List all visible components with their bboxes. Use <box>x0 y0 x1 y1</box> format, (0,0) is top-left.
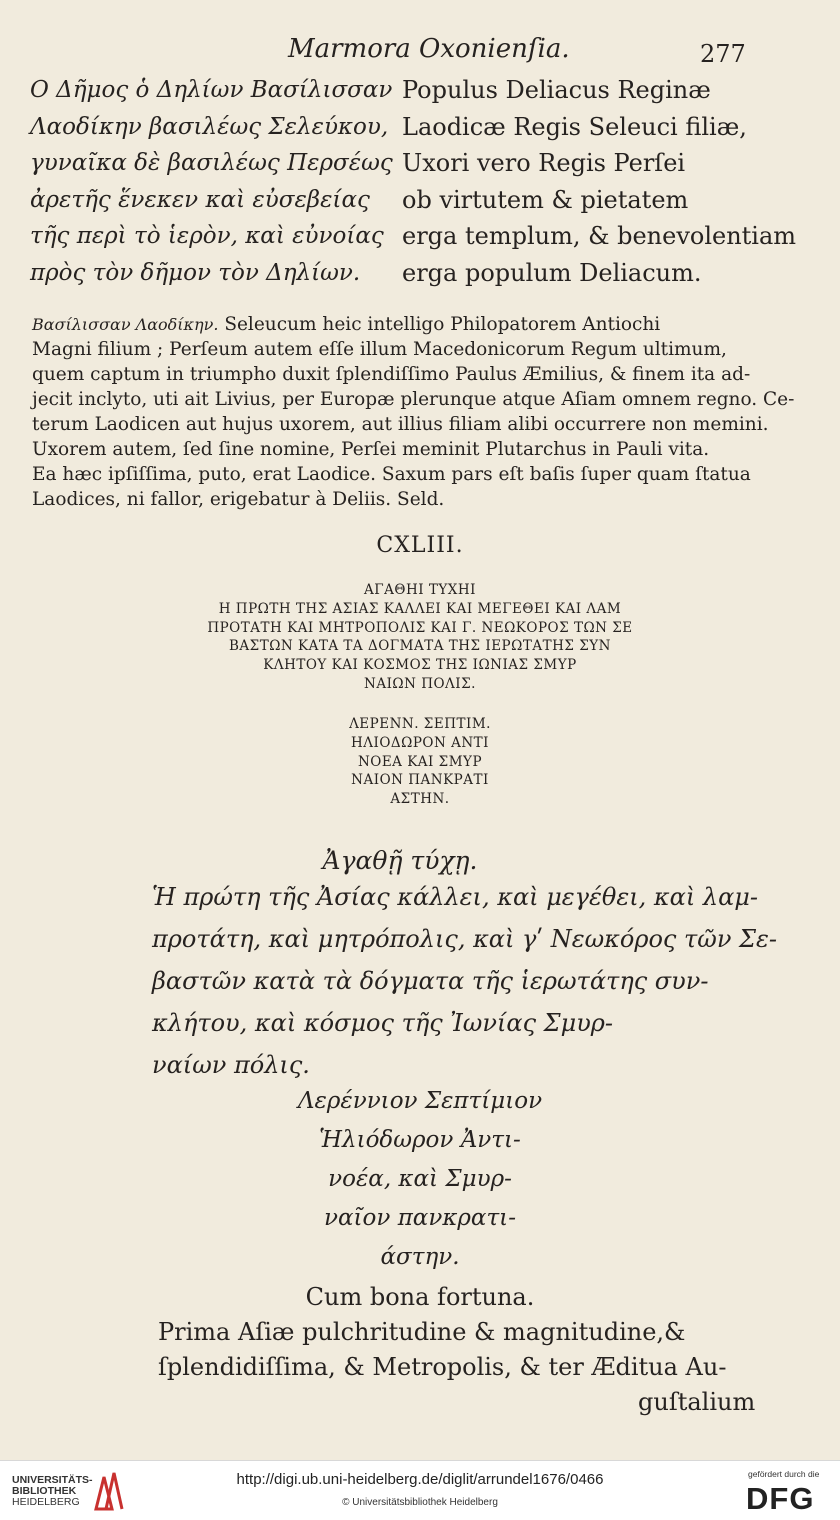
caps-line: Η ΠΡΩΤΗ ΤΗΣ ΑΣΙΑΣ ΚΑΛΛΕΙ ΚΑΙ ΜΕΓΕΘΕΙ ΚΑΙ ΛΑΜ <box>218 600 622 617</box>
greek-line: ἀρετῆς ἕνεκεν καὶ εὐσεβείας <box>30 186 370 213</box>
greek-line: Ο Δῆμος ὁ Δηλίων Βασίλισσαν <box>30 77 393 103</box>
caps-line: ΝΑΙΩΝ ΠΟΛΙΣ. <box>364 675 476 692</box>
latin-bottom-line: guſtalium <box>638 1388 756 1416</box>
caps-line: ΒΑΣΤΩΝ ΚΑΤΑ ΤΑ ΔΟΓΜΑΤΑ ΤΗΣ ΙΕΡΩΤΑΤΗΣ ΣΥΝ <box>229 638 611 655</box>
greek-line: πρὸς τὸν δῆμον τὸν Δηλίων. <box>30 259 361 286</box>
page-number: 277 <box>700 40 746 68</box>
caps-line: ΑΣΤΗΝ. <box>390 791 450 808</box>
caps-line: ΠΡΟΤΑΤΗ ΚΑΙ ΜΗΤΡΟΠΟΛΙΣ ΚΑΙ Γ. ΝΕΩΚΟΡΟΣ ΤΩΝ ΣΕ <box>207 619 633 636</box>
running-header: Marmora Oxonienſia. <box>288 34 570 64</box>
names-line: ναῖον πανκρατι- <box>324 1205 516 1231</box>
dfg-logo: DFG <box>746 1481 815 1516</box>
section-number: CXLIII. <box>376 533 464 558</box>
names-line: άστην. <box>380 1244 460 1270</box>
transliteration-text <box>152 876 777 1086</box>
names-line: Ἡλιόδωρον Ἀντι- <box>319 1127 521 1153</box>
transliteration-line: προτάτη, καὶ μητρόπολις, καὶ γʹ Νεωκόρος τῶν Σε- <box>152 925 777 953</box>
names-transliteration <box>0 1082 840 1277</box>
commentary <box>32 312 816 512</box>
inscription-capitals <box>0 581 840 694</box>
caps-line: ΝΑΙΟΝ ΠΑΝΚΡΑΤΙ <box>351 772 489 789</box>
commentary-line: jecit inclyto, uti ait Livius, per Europæ plerunque atque Aſiam omnem regno. Ce- <box>32 389 795 410</box>
commentary-first-line: Seleucum heic intelligo Philopatorem Antiochi <box>224 314 661 335</box>
transliteration-title: Ἀγαθῇ τύχῃ. <box>322 846 478 875</box>
latin-line: ob virtutem & pietatem <box>402 185 689 214</box>
caps-line: ΑΓΑΘΗΙ ΤΥΧΗΙ <box>364 582 476 598</box>
caps-line: ΗΛΙΟΔΩΡΟΝ ΑΝΤΙ <box>350 734 490 751</box>
transliteration-line: βαστῶν κατὰ τὰ δόγματα τῆς ἱερωτάτης συν- <box>152 967 709 995</box>
copyright-notice: © Universitätsbibliothek Heidelberg <box>342 1497 498 1508</box>
commentary-lead: Βασίλισσαν Λαοδίκην. <box>32 315 219 334</box>
latin-translation <box>402 72 822 291</box>
latin-bottom-line: ſplendidiſſima, & Metropolis, & ter Æditua Au- <box>158 1353 727 1381</box>
commentary-line: quem captum in triumpho duxit ſplendiſſimo Paulus Æmilius, & finem ita ad- <box>32 364 751 385</box>
commentary-line: Uxorem autem, ſed ſine nomine, Perſei meminit Plutarchus in Pauli vita. <box>32 439 710 460</box>
library-name-line: HEIDELBERG <box>12 1496 80 1508</box>
names-line: Λερέννιον Σεπτίμιον <box>297 1088 543 1114</box>
commentary-line: terum Laodicen aut hujus uxorem, aut illius filiam alibi occurrere non memini. <box>32 414 769 435</box>
caps-line: ΝΟΕΑ ΚΑΙ ΣΜΥΡ <box>357 753 483 770</box>
transliteration-line: Ἡ πρώτη τῆς Ἀσίας κάλλει, καὶ μεγέθει, καὶ λαμ- <box>152 883 759 911</box>
latin-line: Uxori vero Regis Perſei <box>402 149 686 177</box>
latin-line: erga populum Deliacum. <box>402 258 702 287</box>
names-line: νοέα, καὶ Σμυρ- <box>328 1166 512 1192</box>
funded-by-label: gefördert durch die <box>748 1469 820 1479</box>
transliteration-line: ναίων πόλις. <box>152 1051 310 1079</box>
latin-translation-bottom <box>0 1280 840 1420</box>
library-name-line: BIBLIOTHEK <box>12 1485 77 1497</box>
inscription-capitals-names <box>0 715 840 809</box>
caps-line: ΚΛΗΤΟΥ ΚΑΙ ΚΟΣΜΟΣ ΤΗΣ ΙΩΝΙΑΣ ΣΜΥΡ <box>263 657 577 674</box>
latin-bottom-line: Cum bona fortuna. <box>305 1283 535 1311</box>
commentary-line: Magni filium ; Perſeum autem eſſe illum Macedonicorum Regum ultimum, <box>32 339 727 360</box>
greek-line: τῆς περὶ τὸ ἱερὸν, καὶ εὐνοίας <box>30 223 384 249</box>
latin-bottom-line: Prima Aſiæ pulchritudine & magnitudine,& <box>158 1318 686 1346</box>
greek-line: γυναῖκα δὲ βασιλέως Περσέως <box>30 150 393 176</box>
latin-line: Laodicæ Regis Seleuci filiæ, <box>402 112 747 141</box>
latin-line: erga templum, & benevolentiam <box>402 222 797 250</box>
latin-line: Populus Deliacus Reginæ <box>402 76 711 104</box>
permalink-url[interactable]: http://digi.ub.uni-heidelberg.de/diglit/arrundel1676/0466 <box>236 1471 604 1488</box>
commentary-line <box>32 312 816 337</box>
commentary-line: Laodices, ni fallor, erigebatur à Deliis. Seld. <box>32 489 445 510</box>
greek-inscription <box>30 72 393 291</box>
viewer-footer <box>0 1460 840 1520</box>
library-name-line: UNIVERSITÄTS- <box>12 1474 93 1486</box>
transliteration-line: κλήτου, καὶ κόσμος τῆς Ἰωνίας Σμυρ- <box>152 1009 614 1037</box>
greek-line: Λαοδίκην βασιλέως Σελεύκου, <box>30 113 389 140</box>
commentary-line: Ea hæc ipſiſſima, puto, erat Laodice. Saxum pars eſt baſis ſuper quam ſtatua <box>32 464 751 485</box>
caps-line: ΛΕΡΕΝΝ. ΣΕΠΤΙΜ. <box>349 716 491 732</box>
